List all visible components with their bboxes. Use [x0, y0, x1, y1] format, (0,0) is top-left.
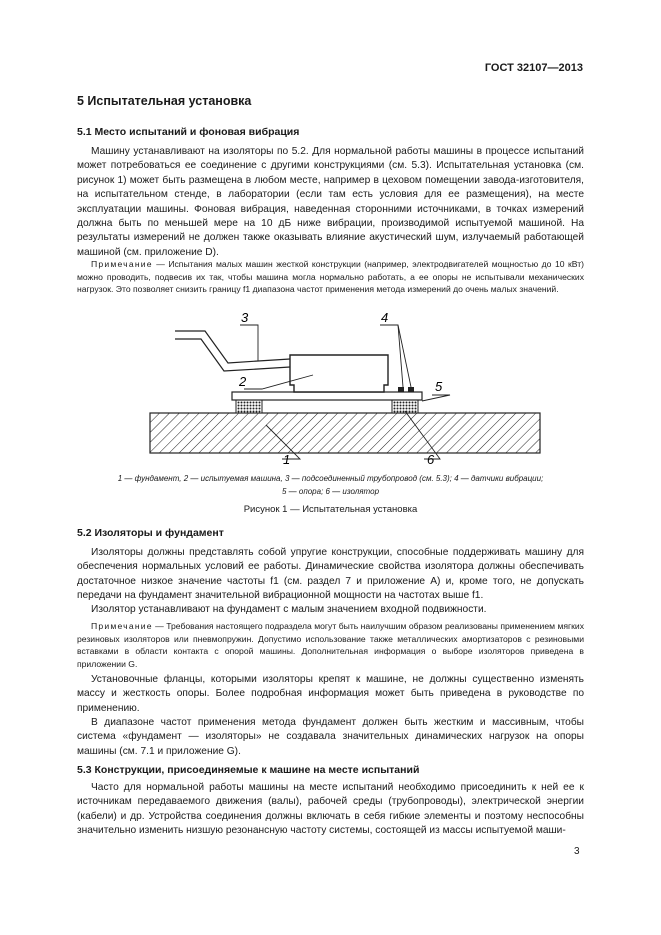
s52-paragraph-4: В диапазоне частот применения метода фундамент должен быть жестким и массивным, чтобы система «фундамент — изоляторы» не создавала значительных динамических нагрузок на опоры машины (см. 7.1 и приложение G).	[77, 717, 584, 757]
legend-line-2: 5 — опора; 6 — изолятор	[281, 487, 380, 496]
fig-label-1: 1	[283, 452, 291, 467]
support	[232, 392, 422, 400]
fig-label-6: 6	[427, 452, 435, 467]
page-number: 3	[574, 846, 580, 857]
s52-note	[77, 620, 584, 670]
s52-paragraph-3: Установочные фланцы, которыми изоляторы крепят к машине, не должны существенно изменять массу и жесткость опоры. Более подробная информация может быть приведена в руководстве по применению.	[77, 674, 584, 714]
fig-label-3: 3	[241, 310, 249, 325]
sensor-2	[408, 387, 414, 392]
isolator-left	[236, 400, 262, 413]
document-id: ГОСТ 32107—2013	[484, 62, 583, 74]
figure-caption: Рисунок 1 — Испытательная установка	[243, 504, 418, 515]
section-title: 5 Испытательная установка	[77, 94, 252, 108]
fig-label-5: 5	[435, 379, 443, 394]
subsection-5-3-title: 5.3 Конструкции, присоединяемые к машине на месте испытаний	[77, 764, 420, 776]
subsection-5-2-title: 5.2 Изоляторы и фундамент	[77, 527, 224, 539]
fig-label-2: 2	[239, 374, 247, 389]
s52-paragraph-1: Изоляторы должны представлять собой упругие конструкции, способные поддерживать машину для обеспечения нормальных условий ее работы. Динамические свойства изолятора должны обеспечивать достаточное низкое значение частоты f1 (см. раздел 7 и приложение А) и, кроме того, не допускать передачи на фундамент значительной вибрационной мощности на частотах выше f1.	[77, 547, 584, 602]
s53-paragraph-1: Часто для нормальной работы машины на месте испытаний необходимо присоединить к ней ее к источникам передаваемого движения (валы), рабочей среды (трубопроводы), электрической энергии (кабели) и др. Устройства соединения должны включать в себя гибкие элементы и поэтому неспособны значительно изменить низшую резонансную частоту системы, состоящей из массы испытуемой маши-	[77, 782, 584, 837]
s51-note	[77, 258, 584, 296]
sensor-1	[398, 387, 404, 392]
foundation	[150, 413, 540, 453]
fig-label-4: 4	[381, 310, 389, 325]
note-label: Примечание	[91, 621, 153, 631]
figure-legend	[77, 472, 584, 498]
legend-line-1: 1 — фундамент, 2 — испытуемая машина, 3 — подсоединенный трубопровод (см. 5.3); 4 — датчики вибрации;	[117, 474, 544, 483]
pipeline	[175, 331, 290, 363]
note-text: — Требования настоящего подраздела могут быть наилучшим образом реализованы применением мягких резиновых изоляторов или пневмопружин. Допустимо использование также металлических амортизаторов с резиновыми вставками в области контакта с опорой машины. Дополнительная информация о выборе изоляторов приведена в приложении G.	[77, 621, 584, 669]
note-text: — Испытания малых машин жесткой конструкции (например, электродвигателей мощностью до 10 кВт) можно проводить, подвесив их так, чтобы машина могла нормально работать, а ее опоры не испытывали механических нагрузок. Это позволяет снизить границу f1 диапазона частот применения метода измерений до очень малых значений.	[77, 259, 584, 295]
note-label: Примечание	[91, 259, 153, 269]
subsection-5-1-title: 5.1 Место испытаний и фоновая вибрация	[77, 126, 300, 138]
s52-paragraph-2: Изолятор устанавливают на фундамент с малым значением входной подвижности.	[91, 604, 487, 615]
figure-test-setup	[0, 305, 661, 470]
s51-paragraph: Машину устанавливают на изоляторы по 5.2. Для нормальной работы машины в процессе испытаний может потребоваться ее соединение с другими конструкциями (см. 5.3). Испытательная установка (см. рисунок 1) может быть размещена в любом месте, например в цеховом помещении завода-изготовителя, на испытательном стенде, в лаборатории (если там есть условия для ее размещения), на месте эксплуатации машины. Фоновая вибрация, наведенная сторонними источниками, в точках измерений должна быть по меньшей мере на 10 дБ ниже вибрации, производимой испытуемой машиной. На результаты измерений не должен также оказывать влияние акустический шум, излучаемый работающей машиной (см. приложение D).	[77, 146, 584, 258]
test-machine	[290, 355, 388, 392]
